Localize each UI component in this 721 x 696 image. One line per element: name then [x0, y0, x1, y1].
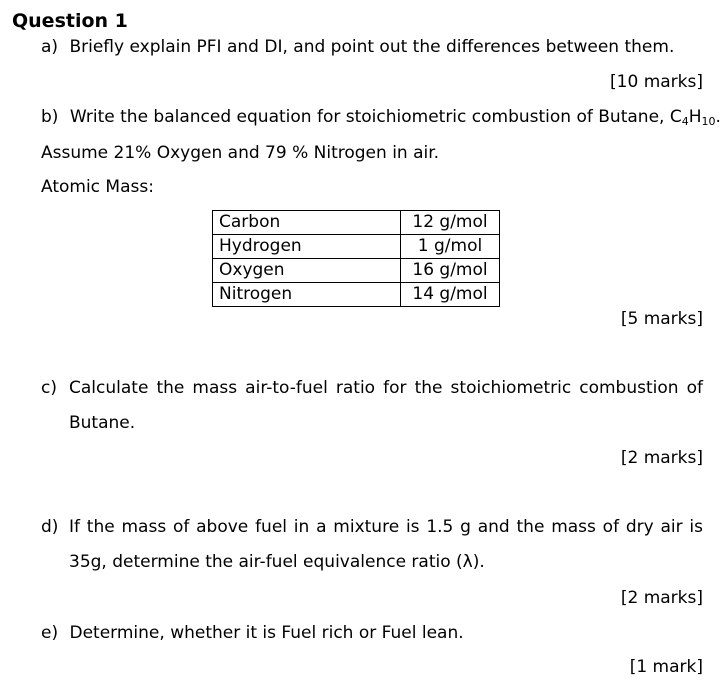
element-cell: Oxygen	[213, 259, 401, 283]
part-a-label: a)	[41, 37, 59, 57]
part-b-marks: [5 marks]	[620, 309, 703, 329]
part-c	[41, 378, 703, 398]
part-d-text-line1: If the mass of above fuel in a mixture is 1.5 g and the mass of dry air is	[69, 517, 703, 537]
mass-cell: 14 g/mol	[401, 283, 500, 307]
mass-cell: 16 g/mol	[401, 259, 500, 283]
part-b-text-main: Write the balanced equation for stoichiometric combustion of Butane, C	[69, 107, 682, 127]
part-e-text: Determine, whether it is Fuel rich or Fuel lean.	[69, 623, 464, 643]
part-e-label: e)	[41, 623, 59, 643]
part-a-text: Briefly explain PFI and DI, and point out the differences between them.	[69, 37, 675, 57]
part-d	[41, 517, 703, 537]
part-b-label: b)	[41, 107, 59, 127]
subscript-carbon: 4	[681, 115, 689, 128]
part-b	[41, 107, 721, 127]
atomic-mass-table	[212, 210, 500, 307]
table-row	[213, 283, 500, 307]
element-cell: Carbon	[213, 211, 401, 235]
table-row	[213, 235, 500, 259]
part-a-marks: [10 marks]	[610, 72, 703, 92]
table-row	[213, 211, 500, 235]
table-row	[213, 259, 500, 283]
part-d-label: d)	[41, 517, 59, 537]
part-d-marks: [2 marks]	[620, 588, 703, 608]
part-a	[41, 37, 674, 57]
part-c-marks: [2 marks]	[620, 448, 703, 468]
subscript-hydrogen: 10	[701, 115, 716, 128]
part-c-text-line2: Butane.	[69, 413, 136, 433]
part-c-label: c)	[41, 378, 57, 398]
part-b-air-composition: Assume 21% Oxygen and 79 % Nitrogen in air.	[41, 143, 440, 163]
part-d-text-line2: 35g, determine the air-fuel equivalence ratio (λ).	[69, 552, 485, 572]
question-title: Question 1	[12, 10, 128, 32]
part-b-text	[70, 107, 721, 127]
part-b-text-h: H	[688, 107, 702, 127]
part-b-text-end: .	[715, 107, 721, 127]
mass-cell: 12 g/mol	[401, 211, 500, 235]
element-cell: Hydrogen	[213, 235, 401, 259]
part-e	[41, 623, 464, 643]
part-e-marks: [1 mark]	[629, 657, 703, 677]
mass-cell: 1 g/mol	[401, 235, 500, 259]
atomic-mass-heading: Atomic Mass:	[41, 177, 154, 197]
part-c-text-line1: Calculate the mass air-to-fuel ratio for the stoichiometric combustion of	[69, 378, 703, 398]
element-cell: Nitrogen	[213, 283, 401, 307]
